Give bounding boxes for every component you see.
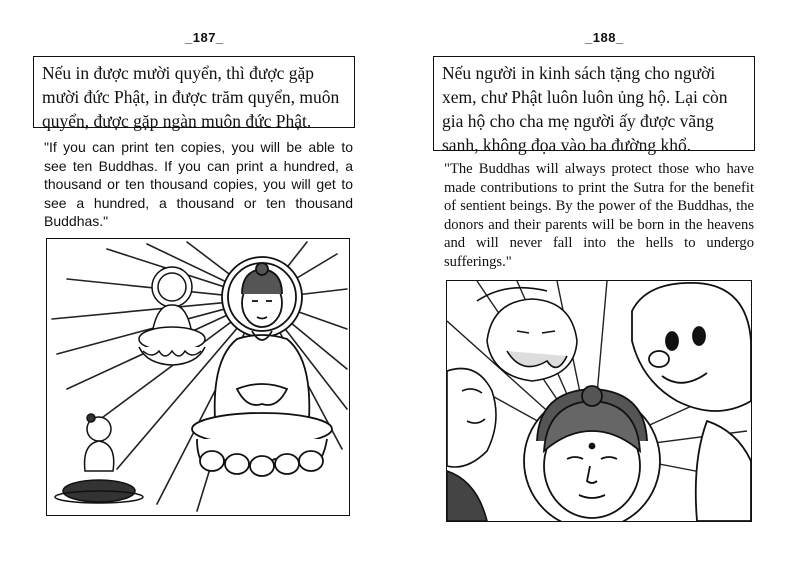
right-page (400, 0, 800, 566)
buddha-head-with-devotees-illustration (447, 281, 751, 521)
page-number-187: _187_ (185, 30, 224, 45)
vietnamese-text: Nếu người in kinh sách tặng cho người xem, chư Phật luôn luôn ủng hộ. Lại còn gia hộ cho cha mẹ người ấy được vãng sanh, không đọa vào ba đường khổ. (442, 63, 728, 155)
vietnamese-text: Nếu in được mười quyển, thì được gặp mười đức Phật, in được trăm quyển, muôn quyển, được gặp ngàn muôn đức Phật. (42, 63, 340, 131)
seated-buddha-with-disciples-illustration (47, 239, 349, 515)
english-text: "If you can print ten copies, you will be able to see ten Buddhas. If you can print a hundred, a thousand or ten thousand copies, you will get to see a hundred, a thousand or ten thousand Buddhas." (44, 139, 353, 229)
vietnamese-text-box (33, 56, 355, 131)
illustration-panel (46, 238, 350, 516)
illustration-panel (446, 280, 752, 522)
page-number-188: _188_ (585, 30, 624, 45)
vietnamese-text-box (433, 56, 755, 155)
english-text: "The Buddhas will always protect those who have made contributions to print the Sutra for the benefit of sentient beings. By the power of the Buddhas, the donors and their parents will be born in the heavens and will never fall into the hells to undergo sufferings." (444, 161, 754, 270)
